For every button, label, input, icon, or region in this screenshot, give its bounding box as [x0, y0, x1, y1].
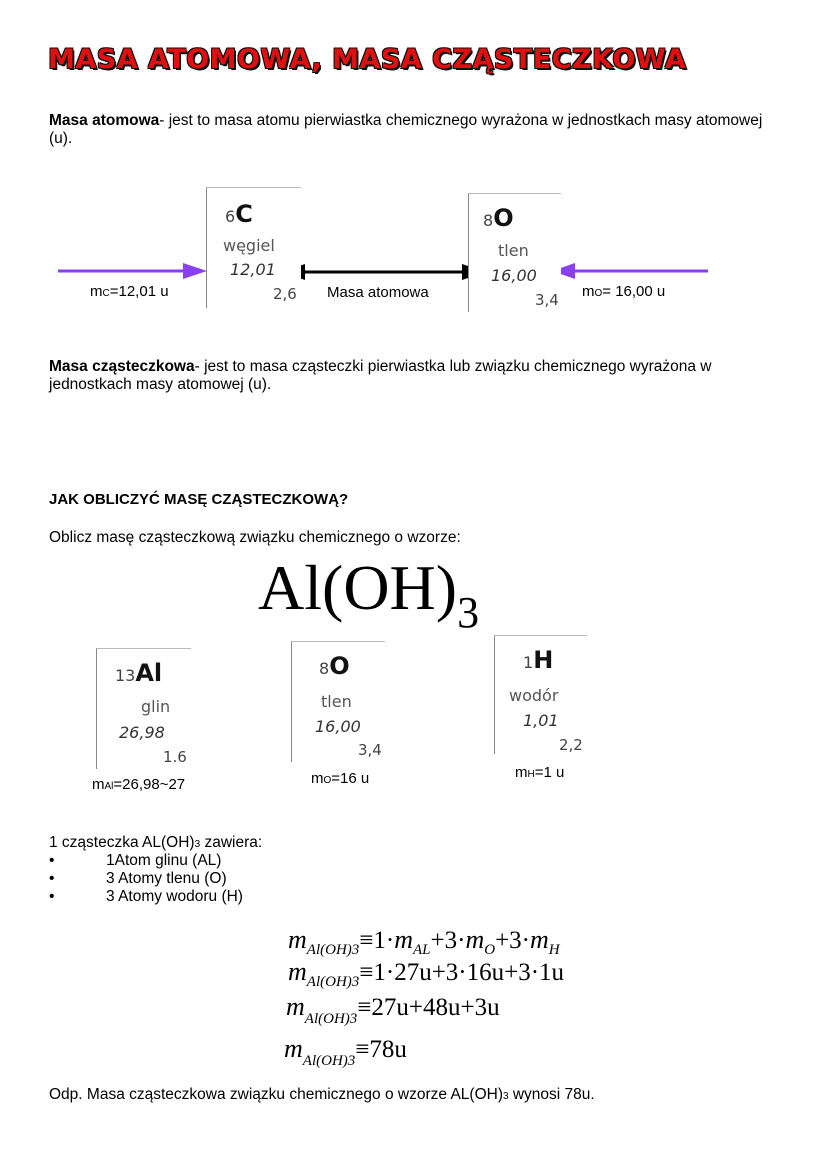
- element-mass: 12,01: [230, 260, 276, 279]
- atomic-number: 8: [319, 659, 330, 678]
- atomic-number: 13: [115, 666, 136, 685]
- electronegativity: 2,2: [559, 736, 583, 754]
- aluminium-mass-label: mAl=26,98~27: [92, 776, 186, 793]
- element-tile-carbon: [206, 187, 301, 308]
- element-mass: 1,01: [523, 711, 559, 730]
- element-mass: 26,98: [119, 723, 165, 742]
- equation-line-3: $m_{Al(OH)3}\equiv 27u+48u+3u$: [286, 992, 500, 1027]
- equation-line-4: $m_{Al(OH)3}\equiv 78u$: [284, 1034, 407, 1069]
- element-mass: 16,00: [315, 717, 361, 736]
- element-tile-oxygen-2: [291, 641, 385, 762]
- list-item: • 1Atom glinu (AL): [49, 852, 243, 870]
- carbon-mass-label: mC=12,01 u: [90, 283, 169, 300]
- atomic-number: 6: [225, 207, 236, 226]
- electronegativity: 2,6: [273, 285, 297, 303]
- list-item: • 3 Atomy tlenu (O): [49, 870, 243, 888]
- element-symbol: Al: [135, 659, 163, 687]
- atomic-mass-diagram-arrows: [0, 0, 828, 330]
- element-symbol: O: [329, 652, 350, 680]
- element-tile-oxygen: [468, 193, 561, 312]
- element-tile-hydrogen: [494, 635, 587, 754]
- atomic-number: 8: [483, 211, 494, 230]
- atomic-mass-term: Masa atomowa: [49, 112, 160, 129]
- section-heading: JAK OBLICZYĆ MASĘ CZĄSTECZKOWĄ?: [49, 491, 349, 508]
- oxygen-mass-label-2: mO=16 u: [311, 770, 370, 787]
- element-symbol: C: [235, 200, 253, 228]
- element-name: tlen: [321, 692, 352, 711]
- left-purple-arrowhead: [183, 263, 207, 279]
- element-tile-aluminium: [96, 648, 191, 769]
- equation-line-1: $m_{Al(OH)3}\equiv 1\cdot m_{AL}+3\cdot m_O+3\cdot m_H$: [288, 925, 560, 958]
- atomic-mass-text: - jest to masa atomu pierwiastka chemicznego wyrażona w jednostkach masy atomowej (u).: [49, 112, 763, 147]
- molecular-mass-term: Masa cząsteczkowa: [49, 358, 195, 375]
- task-text: Oblicz masę cząsteczkową związku chemicznego o wzorze:: [49, 529, 461, 546]
- page-title: MASA ATOMOWA, MASA CZĄSTECZKOWA: [48, 44, 687, 75]
- composition-intro: 1 cząsteczka AL(OH)3 zawiera:: [49, 834, 263, 851]
- element-symbol: O: [493, 204, 514, 232]
- molecular-mass-text: - jest to masa cząsteczki pierwiastka lub związku chemicznego wyrażona w jednostkach masy atomowej (u).: [49, 358, 712, 393]
- chemical-formula: $Al(OH)_3$: [258, 552, 480, 637]
- electronegativity: 1.6: [163, 748, 187, 766]
- oxygen-mass-label: mO= 16,00 u: [582, 283, 666, 300]
- element-name: glin: [141, 697, 171, 716]
- element-name: tlen: [498, 241, 529, 260]
- equation-line-2: $m_{Al(OH)3}\equiv 1\cdot 27u+3\cdot 16u+3\cdot 1u$: [288, 957, 565, 990]
- element-name: wodór: [509, 686, 559, 705]
- element-mass: 16,00: [491, 266, 537, 285]
- element-symbol: H: [533, 646, 554, 674]
- answer-text: Odp. Masa cząsteczkowa związku chemicznego o wzorze AL(OH)3 wynosi 78u.: [49, 1086, 595, 1103]
- molecular-mass-definition: [49, 358, 779, 394]
- list-item: • 3 Atomy wodoru (H): [49, 888, 243, 906]
- atomic-mass-center-label: Masa atomowa: [327, 284, 429, 301]
- atomic-number: 1: [523, 653, 534, 672]
- electronegativity: 3,4: [358, 741, 382, 759]
- element-name: węgiel: [223, 236, 275, 255]
- composition-list: [49, 852, 243, 906]
- electronegativity: 3,4: [535, 291, 559, 309]
- hydrogen-mass-label: mH=1 u: [515, 764, 565, 781]
